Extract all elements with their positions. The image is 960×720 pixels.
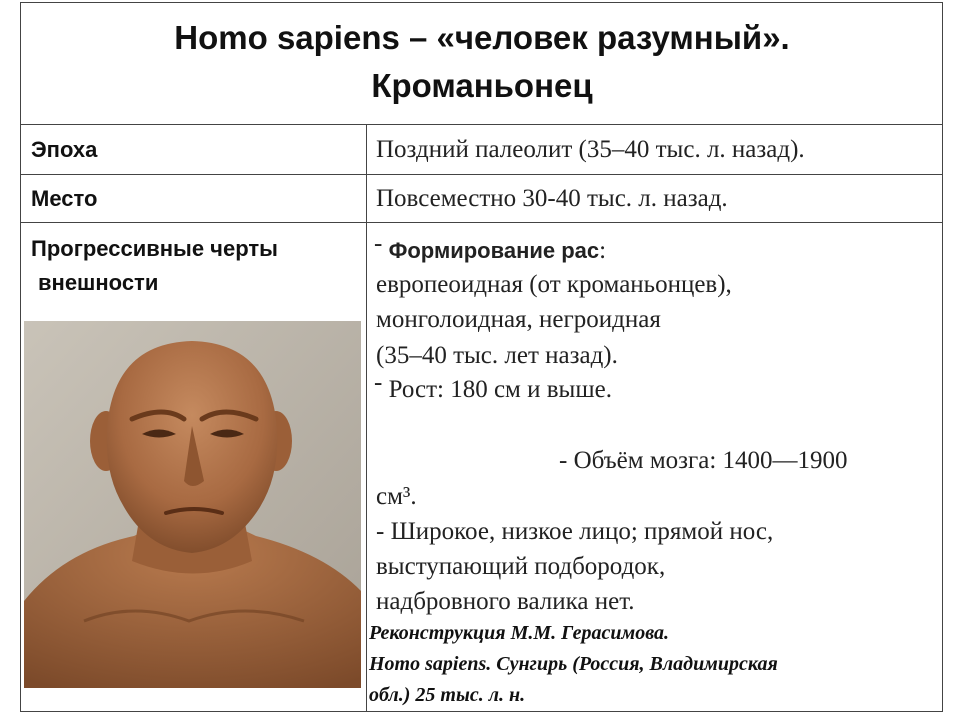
feature-races-line-2: европеоидная (от кроманьонцев), (376, 271, 732, 298)
row-divider (20, 124, 943, 125)
feature-height (374, 371, 612, 408)
features-label (31, 232, 278, 300)
caption-line-3: обл.) 25 тыс. л. н. (369, 684, 526, 706)
bust-image (24, 321, 361, 688)
feature-races-line-1 (374, 232, 606, 269)
feature-brain-line-2: см³. (376, 483, 417, 510)
feature-face-line-2: выступающий подбородок, (376, 553, 666, 580)
features-label-line-1: Прогрессивные черты (31, 236, 278, 261)
bullet-marker: - (374, 369, 383, 396)
features-label-line-2: внешности (38, 270, 159, 295)
row-divider (20, 174, 943, 175)
feature-brain-line-1: - Объём мозга: 1400—1900 (559, 447, 848, 474)
place-label: Место (31, 186, 98, 211)
feature-face-line-3: надбровного валика нет. (376, 588, 635, 615)
row-divider (20, 222, 943, 223)
height-text: Рост: 180 см и выше. (388, 376, 612, 403)
feature-races-line-3: монголоидная, негроидная (376, 306, 661, 333)
bullet-marker: - (374, 230, 383, 257)
caption-line-2: Homo sapiens. Сунгирь (Россия, Владимирская (369, 653, 778, 675)
place-value: Повсеместно 30-40 тыс. л. назад. (376, 185, 728, 212)
caption-line-1: Реконструкция М.М. Герасимова. (369, 622, 670, 644)
title-line-2: Кроманьонец (371, 67, 593, 104)
epoch-label: Эпоха (31, 137, 98, 162)
photo-caption (369, 618, 939, 711)
races-heading-colon: : (599, 237, 607, 264)
feature-races-line-4: (35–40 тыс. лет назад). (376, 342, 618, 369)
feature-face-line-1: - Широкое, низкое лицо; прямой нос, (376, 518, 774, 545)
column-divider (366, 124, 367, 712)
page-title (21, 14, 943, 110)
reconstruction-photo (24, 321, 361, 688)
epoch-value: Поздний палеолит (35–40 тыс. л. назад). (376, 136, 805, 163)
races-heading: Формирование рас (388, 238, 600, 263)
title-line-1: Homo sapiens – «человек разумный». (174, 19, 790, 56)
